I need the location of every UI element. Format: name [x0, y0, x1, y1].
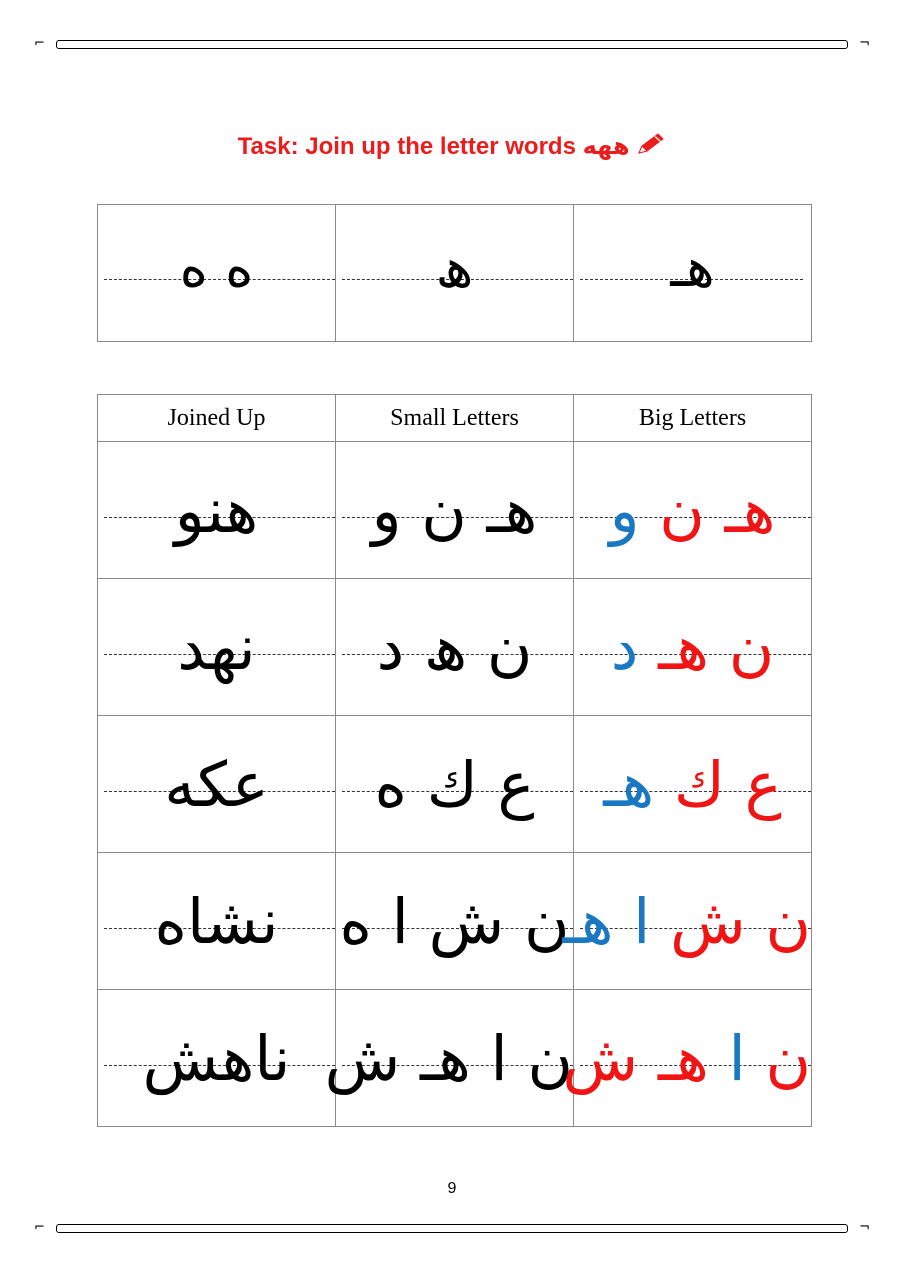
small-letters-word: ن ا هـ ش: [324, 1022, 573, 1095]
big-letter: د: [610, 611, 639, 684]
big-letter: ع: [744, 748, 782, 821]
example-cell: [98, 205, 336, 342]
pencil-icon: [636, 132, 666, 163]
big-letters-cell: [562, 990, 812, 1127]
big-letters-word: [574, 474, 811, 547]
joined-word: نشاه: [154, 885, 279, 958]
big-letter: ن: [765, 1022, 811, 1095]
big-letter: هـ: [603, 748, 655, 821]
example-letter: ه ه: [179, 236, 254, 299]
joined-up-cell: [98, 579, 336, 716]
big-letter: ن: [765, 885, 811, 958]
small-letters-cell: [324, 990, 574, 1127]
scroll-end-left-icon: ⌐: [34, 1220, 45, 1235]
big-letter: و: [609, 474, 640, 547]
header-small-letters: Small Letters: [336, 395, 574, 442]
header-joined-up: Joined Up: [98, 395, 336, 442]
title-arabic: هھه: [582, 132, 630, 160]
small-letters-word: ن ش ا ه: [339, 885, 570, 958]
practice-table: [97, 394, 812, 1127]
big-letter: ك: [673, 748, 725, 821]
big-letters-cell: [574, 579, 812, 716]
big-letters-word: [574, 748, 811, 821]
title-text: Task: Join up the letter words: [237, 133, 576, 160]
page-number: 9: [447, 1180, 457, 1197]
joined-up-cell: [98, 716, 336, 853]
table-row: [98, 853, 812, 990]
joined-word: نهد: [177, 611, 256, 684]
bottom-scroll-border: [34, 1222, 870, 1234]
top-scroll-border: [34, 38, 870, 50]
scroll-end-left-icon: ⌐: [34, 36, 45, 51]
small-letters-cell: [336, 853, 574, 990]
table-row: [98, 579, 812, 716]
big-letters-cell: [574, 716, 812, 853]
scroll-bar: [56, 40, 848, 49]
table-row: [98, 716, 812, 853]
big-letter: هـ: [658, 611, 709, 684]
scroll-bar: [56, 1224, 848, 1233]
scroll-end-right-icon: ¬: [859, 1220, 870, 1235]
joined-up-cell: [98, 853, 336, 990]
big-letter: هـ: [657, 1022, 709, 1095]
example-cell: [336, 205, 574, 342]
big-letter: ن: [728, 611, 775, 684]
table-row: [98, 990, 812, 1127]
scroll-end-right-icon: ¬: [859, 36, 870, 51]
big-letters-word: [562, 885, 811, 958]
big-letter: هـ: [562, 885, 614, 958]
example-cell: [574, 205, 812, 342]
big-letter: ن: [659, 474, 705, 547]
big-letter: ا: [633, 885, 651, 958]
small-letters-cell: [336, 716, 574, 853]
big-letters-cell: [574, 442, 812, 579]
joined-up-cell: [98, 442, 336, 579]
joined-word: عكه: [164, 748, 269, 821]
table-row: [98, 442, 812, 579]
big-letter: ش: [670, 885, 746, 958]
header-big-letters: Big Letters: [574, 395, 812, 442]
example-letters-table: [97, 204, 812, 342]
big-letter: ا: [728, 1022, 746, 1095]
small-letters-cell: [336, 579, 574, 716]
big-letters-cell: [562, 853, 812, 990]
small-letters-word: ع ك ه: [374, 748, 535, 821]
joined-up-cell: [98, 990, 336, 1127]
small-letters-word: ن ھ د: [376, 611, 533, 684]
example-letter: ھ: [435, 236, 474, 299]
big-letters-word: [574, 611, 811, 684]
small-letters-word: هـ ن و: [371, 474, 538, 547]
joined-word: هنو: [174, 474, 259, 547]
joined-word: ناهش: [142, 1022, 291, 1095]
big-letter: ش: [562, 1022, 639, 1095]
small-letters-cell: [336, 442, 574, 579]
big-letter: هـ: [724, 474, 776, 547]
example-letter: هـ: [670, 236, 715, 299]
page-title: [0, 132, 904, 163]
big-letters-word: [562, 1022, 811, 1095]
